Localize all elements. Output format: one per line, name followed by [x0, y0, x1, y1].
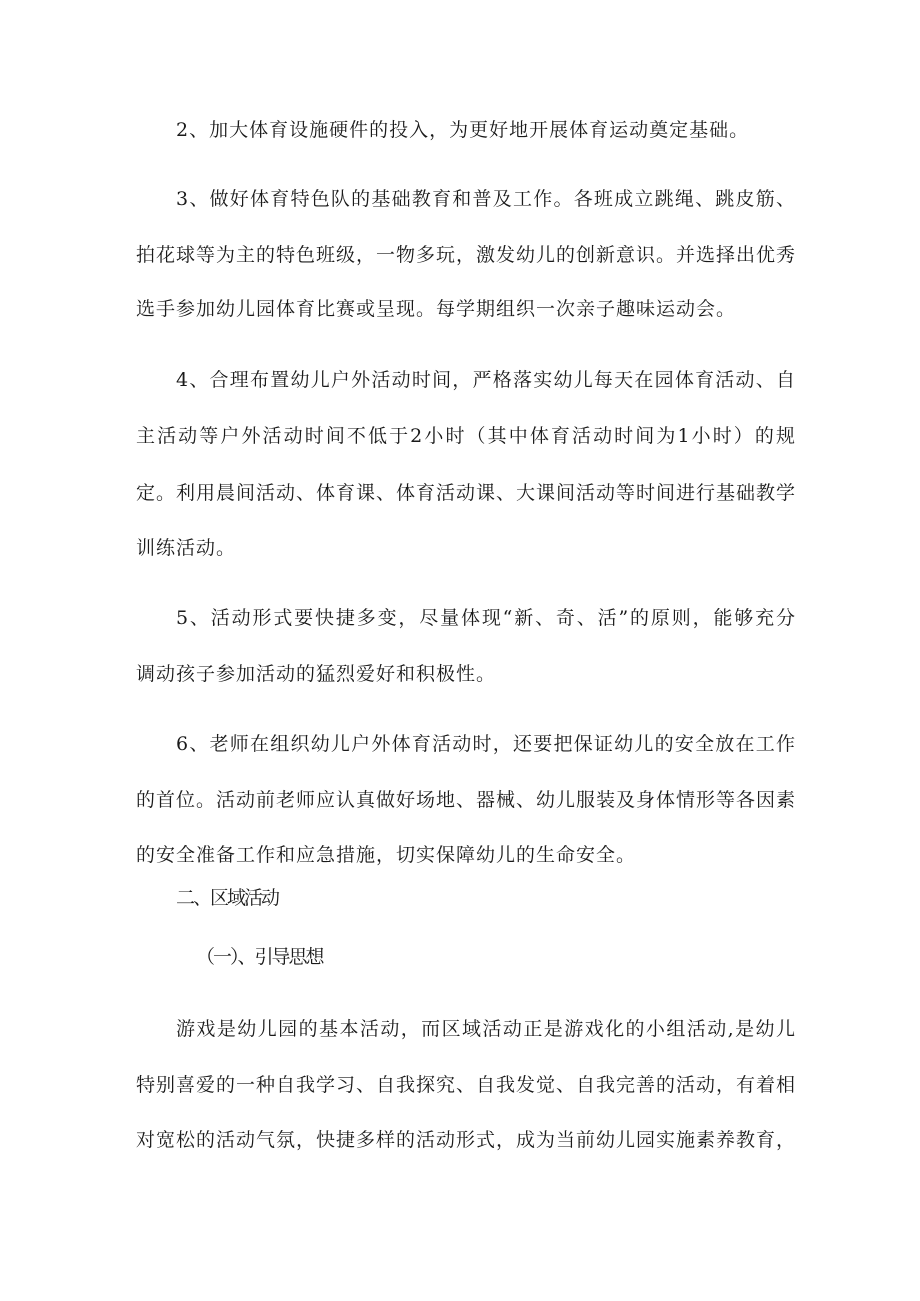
section-heading-regional-activities: 二、区域活动 [176, 887, 279, 909]
paragraph-3-line-3: 选手参加幼儿园体育比赛或呈现。每学期组织一次亲子趣味运动会。 [136, 298, 737, 320]
paragraph-6-line-2: 的首位。活动前老师应认真做好场地、器械、幼儿服装及身体情形等各因素 [136, 789, 797, 811]
paragraph-4-line-1: 4、合理布置幼儿户外活动时间，严格落实幼儿每天在园体育活动、自 [176, 369, 796, 391]
paragraph-4-line-4: 训练活动。 [136, 537, 237, 559]
paragraph-3-line-2: 拍花球等为主的特色班级，一物多玩，激发幼儿的创新意识。并选择出优秀 [136, 244, 797, 266]
paragraph-games-line-1: 游戏是幼儿园的基本活动，而区域活动正是游戏化的小组活动,是幼儿 [176, 1018, 796, 1040]
paragraph-2-line-1: 2、加大体育设施硬件的投入，为更好地开展体育运动奠定基础。 [176, 119, 750, 141]
paragraph-5-line-1: 5、活动形式要快捷多变，尽量体现“新、奇、活”的原则，能够充分 [176, 607, 796, 629]
paragraph-6-line-1: 6、老师在组织幼儿户外体育活动时，还要把保证幼儿的安全放在工作 [176, 733, 796, 755]
paragraph-5-line-2: 调动孩子参加活动的猛烈爱好和积极性。 [136, 663, 497, 685]
paragraph-games-line-3: 对宽松的活动气氛，快捷多样的活动形式，成为当前幼儿园实施素养教育， [136, 1129, 797, 1151]
paragraph-4-line-3: 定。利用晨间活动、体育课、体育活动课、大课间活动等时间进行基础教学 [136, 482, 797, 504]
paragraph-games-line-2: 特别喜爱的一种自我学习、自我探究、自我发觉、自我完善的活动，有着相 [136, 1074, 797, 1096]
subsection-heading-guiding-thought: （一）、引导思想 [196, 946, 323, 968]
paragraph-4-line-2: 主活动等户外活动时间不低于2小时（其中体育活动时间为1小时）的规 [136, 425, 796, 447]
paragraph-6-line-3: 的安全准备工作和应急措施，切实保障幼儿的生命安全。 [136, 844, 637, 866]
paragraph-3-line-1: 3、做好体育特色队的基础教育和普及工作。各班成立跳绳、跳皮筋、 [176, 188, 796, 210]
